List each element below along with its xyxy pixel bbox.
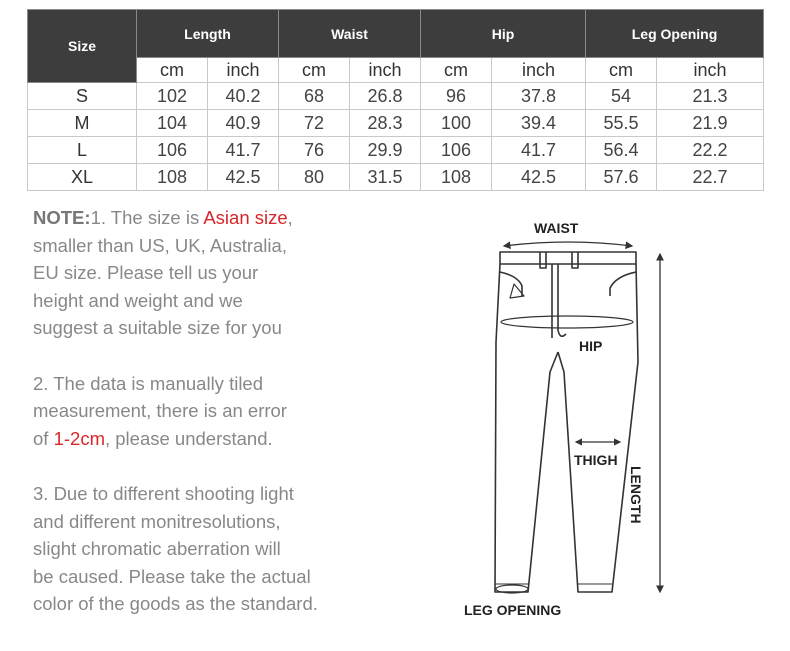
value-cell: 56.4	[586, 137, 657, 164]
value-cell: 42.5	[208, 164, 279, 191]
note-text: 1. The size is	[90, 207, 204, 228]
note-text: of	[33, 427, 54, 449]
table-row	[28, 164, 764, 191]
value-cell: 57.6	[586, 164, 657, 191]
value-cell: 22.2	[657, 137, 764, 164]
size-chart-table	[27, 9, 764, 191]
note-3-line-1: 3. Due to different shooting light	[33, 482, 294, 504]
value-cell: 26.8	[350, 83, 421, 110]
value-cell: 80	[279, 164, 350, 191]
unit-cell: cm	[421, 58, 492, 83]
unit-cell: cm	[586, 58, 657, 83]
unit-cell: cm	[137, 58, 208, 83]
value-cell: 41.7	[208, 137, 279, 164]
waist-label: WAIST	[534, 220, 579, 236]
value-cell: 106	[421, 137, 492, 164]
note-1-line-5: suggest a suitable size for you	[33, 317, 282, 339]
table-row	[28, 83, 764, 110]
note-2-line-1: 2. The data is manually tiled	[33, 372, 264, 394]
value-cell: 29.9	[350, 137, 421, 164]
size-cell: L	[28, 137, 137, 164]
hip-arrow	[501, 316, 633, 328]
note-1-line-1	[33, 204, 393, 232]
unit-cell: inch	[492, 58, 586, 83]
note-1-line-3: EU size. Please tell us your	[33, 262, 259, 284]
note-1-line-4: height and weight and we	[33, 289, 243, 311]
value-cell: 106	[137, 137, 208, 164]
value-cell: 40.9	[208, 110, 279, 137]
value-cell: 41.7	[492, 137, 586, 164]
table-row	[28, 137, 764, 164]
hip-header: Hip	[421, 10, 586, 58]
note-label: NOTE:	[33, 207, 91, 228]
leg-opening-header: Leg Opening	[586, 10, 764, 58]
size-cell: S	[28, 83, 137, 110]
length-label: LENGTH	[628, 466, 644, 524]
waistband	[500, 252, 636, 264]
value-cell: 68	[279, 83, 350, 110]
note-3-line-5: color of the goods as the standard.	[33, 593, 318, 615]
pants-illustration	[440, 212, 720, 632]
note-2-line-3	[33, 425, 393, 453]
value-cell: 28.3	[350, 110, 421, 137]
size-header: Size	[28, 10, 137, 83]
note-3-line-4: be caused. Please take the actual	[33, 565, 311, 587]
value-cell: 42.5	[492, 164, 586, 191]
note-text: , please understand.	[104, 427, 273, 449]
notes-block	[33, 204, 393, 618]
unit-cell: inch	[208, 58, 279, 83]
right-leg	[558, 264, 638, 592]
value-cell: 22.7	[657, 164, 764, 191]
waist-arrow	[504, 242, 632, 246]
value-cell: 37.8	[492, 83, 586, 110]
pants-measurement-diagram	[440, 212, 720, 632]
value-cell: 31.5	[350, 164, 421, 191]
value-cell: 72	[279, 110, 350, 137]
value-cell: 21.3	[657, 83, 764, 110]
hip-label: HIP	[579, 338, 603, 354]
value-cell: 102	[137, 83, 208, 110]
value-cell: 76	[279, 137, 350, 164]
value-cell: 96	[421, 83, 492, 110]
highlight-error-range: 1-2cm	[53, 427, 105, 449]
table-row	[28, 110, 764, 137]
highlight-asian-size: Asian size	[203, 207, 288, 228]
note-1-line-2: smaller than US, UK, Australia,	[33, 234, 287, 256]
unit-cell: cm	[279, 58, 350, 83]
thigh-label: THIGH	[574, 452, 618, 468]
value-cell: 21.9	[657, 110, 764, 137]
unit-cell: inch	[350, 58, 421, 83]
value-cell: 104	[137, 110, 208, 137]
value-cell: 39.4	[492, 110, 586, 137]
value-cell: 100	[421, 110, 492, 137]
value-cell: 108	[137, 164, 208, 191]
value-cell: 108	[421, 164, 492, 191]
left-leg	[495, 264, 558, 592]
note-3-line-3: slight chromatic aberration will	[33, 538, 281, 560]
note-2-line-2: measurement, there is an error	[33, 400, 287, 422]
waist-header: Waist	[279, 10, 421, 58]
size-cell: XL	[28, 164, 137, 191]
note-text: ,	[287, 207, 293, 228]
size-cell: M	[28, 110, 137, 137]
value-cell: 40.2	[208, 83, 279, 110]
length-header: Length	[137, 10, 279, 58]
value-cell: 54	[586, 83, 657, 110]
leg-opening-label: LEG OPENING	[464, 602, 562, 618]
note-3-line-2: and different monitresolutions,	[33, 510, 281, 532]
value-cell: 55.5	[586, 110, 657, 137]
unit-cell: inch	[657, 58, 764, 83]
